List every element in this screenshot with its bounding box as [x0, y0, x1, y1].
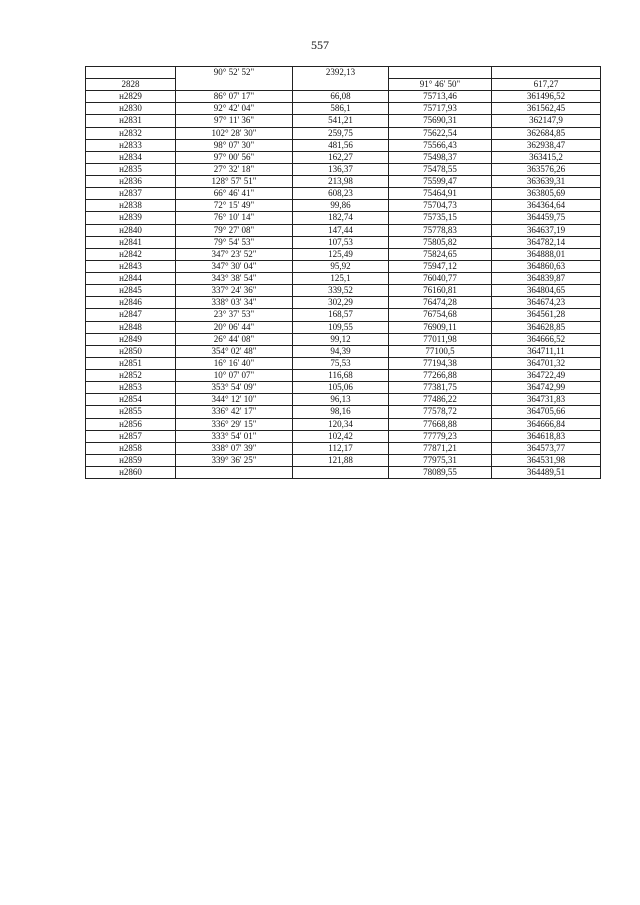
direction-angle-cell: 344° 12' 10" [176, 394, 293, 406]
point-name-cell: н2846 [86, 297, 176, 309]
point-name-cell: н2854 [86, 394, 176, 406]
point-name-cell: н2833 [86, 139, 176, 151]
x-coordinate-cell: 77668,88 [389, 418, 492, 430]
direction-angle-cell: 10° 07' 07" [176, 370, 293, 382]
point-name-cell: н2845 [86, 285, 176, 297]
direction-angle-cell: 347° 30' 04" [176, 260, 293, 272]
direction-angle-cell: 338° 03' 34" [176, 297, 293, 309]
segment-length-cell: 99,12 [293, 333, 389, 345]
x-coordinate-cell: 75498,37 [389, 151, 492, 163]
segment-length-cell [293, 467, 389, 479]
direction-angle-cell: 339° 36' 25" [176, 454, 293, 466]
segment-length-cell: 94,39 [293, 345, 389, 357]
segment-length-cell: 182,74 [293, 212, 389, 224]
point-name-cell: н2841 [86, 236, 176, 248]
point-name-cell: н2832 [86, 127, 176, 139]
segment-length-cell: 109,55 [293, 321, 389, 333]
segment-length-cell: 105,06 [293, 382, 389, 394]
y-coordinate-cell: 364618,83 [492, 430, 601, 442]
segment-length-cell: 121,88 [293, 454, 389, 466]
direction-angle-cell: 97° 00' 56" [176, 151, 293, 163]
direction-angle-cell: 90° 52' 52" [176, 67, 293, 91]
segment-length-cell: 116,68 [293, 370, 389, 382]
direction-angle-cell: 86° 07' 17" [176, 91, 293, 103]
point-name-cell: н2838 [86, 200, 176, 212]
y-coordinate-cell: 364674,23 [492, 297, 601, 309]
direction-angle-cell: 337° 24' 36" [176, 285, 293, 297]
point-name-cell: н2831 [86, 115, 176, 127]
y-coordinate-cell: 364888,01 [492, 248, 601, 260]
y-coordinate-cell: 361496,52 [492, 91, 601, 103]
point-name-cell: н2848 [86, 321, 176, 333]
segment-length-cell: 136,37 [293, 163, 389, 175]
y-coordinate-cell: 364628,85 [492, 321, 601, 333]
point-name-cell: н2834 [86, 151, 176, 163]
x-coordinate-cell: 75622,54 [389, 127, 492, 139]
direction-angle-cell: 92° 42' 04" [176, 103, 293, 115]
y-coordinate-cell: 364573,77 [492, 442, 601, 454]
direction-angle-cell: 20° 06' 44" [176, 321, 293, 333]
x-coordinate-cell: 77871,21 [389, 442, 492, 454]
x-coordinate-cell: 75599,47 [389, 176, 492, 188]
direction-angle-cell: 353° 54' 09" [176, 382, 293, 394]
direction-angle-cell: 79° 54' 53" [176, 236, 293, 248]
point-name-cell: н2858 [86, 442, 176, 454]
y-coordinate-cell: 364705,66 [492, 406, 601, 418]
segment-length-cell: 112,17 [293, 442, 389, 454]
point-name-cell: н2856 [86, 418, 176, 430]
point-name-cell: н2849 [86, 333, 176, 345]
x-coordinate-cell: 77011,98 [389, 333, 492, 345]
point-name-cell: н2829 [86, 91, 176, 103]
point-name-cell: н2852 [86, 370, 176, 382]
y-coordinate-cell: 363805,69 [492, 188, 601, 200]
point-name-cell: н2840 [86, 224, 176, 236]
segment-length-cell: 541,21 [293, 115, 389, 127]
x-coordinate-cell: 75478,55 [389, 163, 492, 175]
y-coordinate-cell: 363639,31 [492, 176, 601, 188]
y-coordinate-cell: 362147,9 [492, 115, 601, 127]
x-coordinate-cell: 76040,77 [389, 273, 492, 285]
segment-length-cell: 259,75 [293, 127, 389, 139]
direction-angle-cell: 79° 27' 08" [176, 224, 293, 236]
y-coordinate-cell: 364839,87 [492, 273, 601, 285]
y-coordinate-cell: 364722,49 [492, 370, 601, 382]
point-name-cell: н2842 [86, 248, 176, 260]
x-coordinate-cell: 75805,82 [389, 236, 492, 248]
x-coordinate-cell [389, 67, 492, 79]
direction-angle-cell: 97° 11' 36" [176, 115, 293, 127]
y-coordinate-cell: 364561,28 [492, 309, 601, 321]
point-name-cell: н2850 [86, 345, 176, 357]
segment-length-cell: 586,1 [293, 103, 389, 115]
y-coordinate-cell [492, 67, 601, 79]
x-coordinate-cell: 78089,55 [389, 467, 492, 479]
y-coordinate-cell: 363415,2 [492, 151, 601, 163]
segment-length-cell: 75,53 [293, 357, 389, 369]
segment-length-cell: 162,27 [293, 151, 389, 163]
point-name-cell: н2839 [86, 212, 176, 224]
y-coordinate-cell: 364860,63 [492, 260, 601, 272]
segment-length-cell: 95,92 [293, 260, 389, 272]
segment-length-cell: 608,23 [293, 188, 389, 200]
x-coordinate-cell: 75464,91 [389, 188, 492, 200]
direction-angle-cell: 23° 37' 53" [176, 309, 293, 321]
x-coordinate-cell: 76160,81 [389, 285, 492, 297]
x-coordinate-cell: 77194,38 [389, 357, 492, 369]
page-number: 557 [311, 38, 329, 52]
direction-angle-cell: 98° 07' 30" [176, 139, 293, 151]
segment-length-cell: 617,27 [492, 79, 601, 91]
point-name-cell: н2836 [86, 176, 176, 188]
x-coordinate-cell: 77100,5 [389, 345, 492, 357]
segment-length-cell: 147,44 [293, 224, 389, 236]
y-coordinate-cell: 364804,65 [492, 285, 601, 297]
x-coordinate-cell: 75824,65 [389, 248, 492, 260]
segment-length-cell: 168,57 [293, 309, 389, 321]
segment-length-cell: 120,34 [293, 418, 389, 430]
point-name-cell: 2828 [86, 79, 176, 91]
segment-length-cell: 125,49 [293, 248, 389, 260]
direction-angle-cell [176, 467, 293, 479]
direction-angle-cell: 338° 07' 39" [176, 442, 293, 454]
x-coordinate-cell: 76754,68 [389, 309, 492, 321]
point-name-cell: н2860 [86, 467, 176, 479]
y-coordinate-cell: 364637,19 [492, 224, 601, 236]
x-coordinate-cell: 77381,75 [389, 382, 492, 394]
point-name-cell: н2857 [86, 430, 176, 442]
segment-length-cell: 66,08 [293, 91, 389, 103]
table-row [86, 467, 601, 479]
x-coordinate-cell: 75717,93 [389, 103, 492, 115]
y-coordinate-cell: 364531,98 [492, 454, 601, 466]
direction-angle-cell: 347° 23' 52" [176, 248, 293, 260]
x-coordinate-cell: 77266,88 [389, 370, 492, 382]
y-coordinate-cell: 364666,84 [492, 418, 601, 430]
direction-angle-cell: 343° 38' 54" [176, 273, 293, 285]
y-coordinate-cell: 364731,83 [492, 394, 601, 406]
point-name-cell: н2844 [86, 273, 176, 285]
x-coordinate-cell: 75704,73 [389, 200, 492, 212]
coordinates-table-body [86, 67, 601, 479]
segment-length-cell: 125,1 [293, 273, 389, 285]
x-coordinate-cell: 77486,22 [389, 394, 492, 406]
point-name-cell: н2843 [86, 260, 176, 272]
direction-angle-cell: 76° 10' 14" [176, 212, 293, 224]
segment-length-cell: 99,86 [293, 200, 389, 212]
direction-angle-cell: 128° 57' 51" [176, 176, 293, 188]
x-coordinate-cell: 75566,43 [389, 139, 492, 151]
y-coordinate-cell: 364489,51 [492, 467, 601, 479]
direction-angle-cell: 336° 42' 17" [176, 406, 293, 418]
y-coordinate-cell: 362938,47 [492, 139, 601, 151]
direction-angle-cell: 102° 28' 30" [176, 127, 293, 139]
segment-length-cell: 102,42 [293, 430, 389, 442]
segment-length-cell: 302,29 [293, 297, 389, 309]
coordinates-table [85, 66, 601, 479]
y-coordinate-cell: 364701,32 [492, 357, 601, 369]
point-name-cell: н2855 [86, 406, 176, 418]
point-name-cell: н2847 [86, 309, 176, 321]
segment-length-cell: 339,52 [293, 285, 389, 297]
segment-length-cell: 107,53 [293, 236, 389, 248]
direction-angle-cell: 336° 29' 15" [176, 418, 293, 430]
point-name-cell [86, 67, 176, 79]
segment-length-cell: 98,16 [293, 406, 389, 418]
point-name-cell: н2859 [86, 454, 176, 466]
segment-length-cell: 2392,13 [293, 67, 389, 91]
x-coordinate-cell: 75778,83 [389, 224, 492, 236]
y-coordinate-cell: 364666,52 [492, 333, 601, 345]
y-coordinate-cell: 364782,14 [492, 236, 601, 248]
point-name-cell: н2851 [86, 357, 176, 369]
x-coordinate-cell: 75690,31 [389, 115, 492, 127]
y-coordinate-cell: 364742,99 [492, 382, 601, 394]
y-coordinate-cell: 362684,85 [492, 127, 601, 139]
x-coordinate-cell: 75947,12 [389, 260, 492, 272]
point-name-cell: н2853 [86, 382, 176, 394]
x-coordinate-cell: 77975,31 [389, 454, 492, 466]
segment-length-cell: 213,98 [293, 176, 389, 188]
direction-angle-cell: 91° 46' 50" [389, 79, 492, 91]
direction-angle-cell: 333° 54' 01" [176, 430, 293, 442]
point-name-cell: н2837 [86, 188, 176, 200]
x-coordinate-cell: 75713,46 [389, 91, 492, 103]
direction-angle-cell: 66° 46' 41" [176, 188, 293, 200]
x-coordinate-cell: 76909,11 [389, 321, 492, 333]
y-coordinate-cell: 363576,26 [492, 163, 601, 175]
segment-length-cell: 481,56 [293, 139, 389, 151]
y-coordinate-cell: 361562,45 [492, 103, 601, 115]
x-coordinate-cell: 77578,72 [389, 406, 492, 418]
x-coordinate-cell: 75735,15 [389, 212, 492, 224]
x-coordinate-cell: 76474,28 [389, 297, 492, 309]
y-coordinate-cell: 364459,75 [492, 212, 601, 224]
direction-angle-cell: 26° 44' 08" [176, 333, 293, 345]
y-coordinate-cell: 364364,64 [492, 200, 601, 212]
segment-length-cell: 96,13 [293, 394, 389, 406]
direction-angle-cell: 72° 15' 49" [176, 200, 293, 212]
table-row [86, 67, 601, 79]
x-coordinate-cell: 77779,23 [389, 430, 492, 442]
y-coordinate-cell: 364711,11 [492, 345, 601, 357]
point-name-cell: н2830 [86, 103, 176, 115]
direction-angle-cell: 354° 02' 48" [176, 345, 293, 357]
direction-angle-cell: 27° 32' 18" [176, 163, 293, 175]
direction-angle-cell: 16° 16' 40" [176, 357, 293, 369]
point-name-cell: н2835 [86, 163, 176, 175]
